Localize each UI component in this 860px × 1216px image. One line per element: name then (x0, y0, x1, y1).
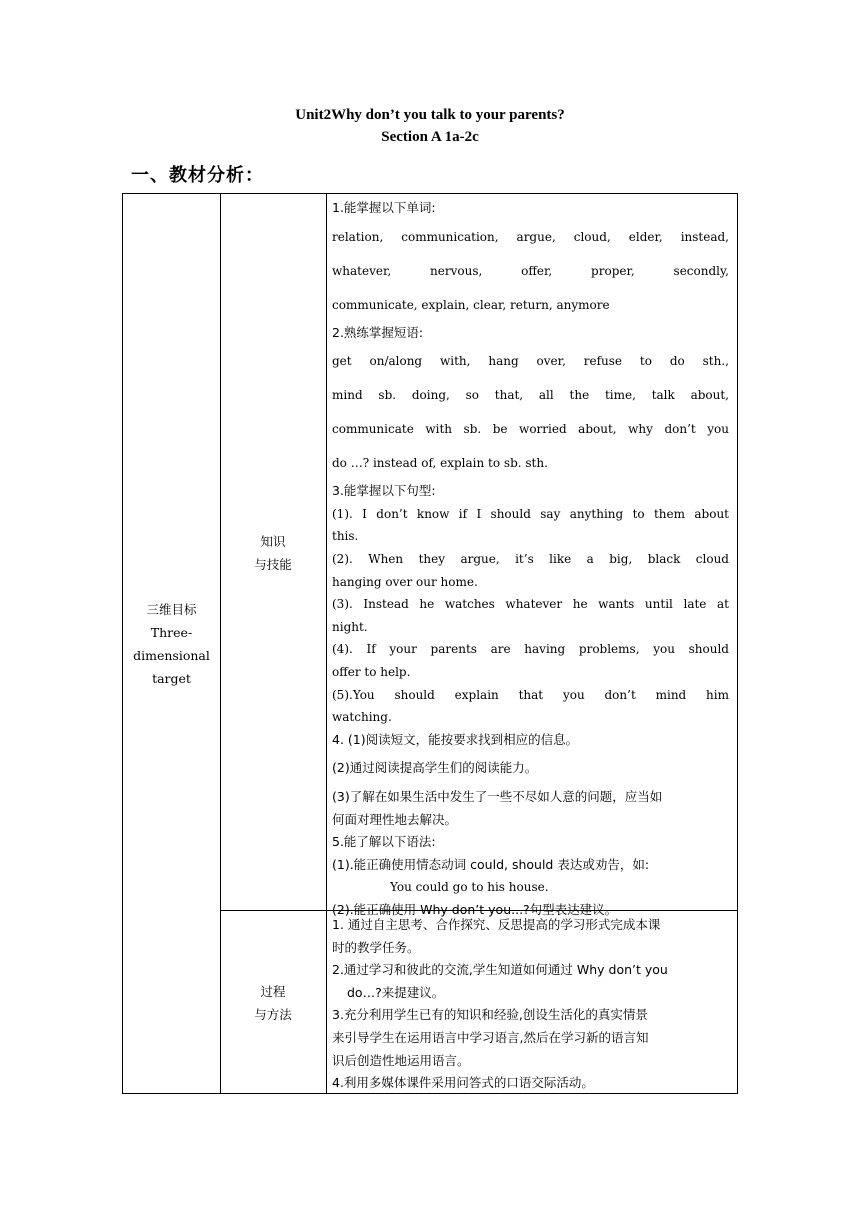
list-item: (2). When they argue, it’s like a big, black cloud (332, 551, 729, 566)
list-item: 何面对理性地去解决。 (332, 811, 458, 827)
list-item: (2).能正确使用 Why don’t you...?句型表达建议。 (332, 901, 618, 917)
list-item: get on/along with, hang over, refuse to do sth., (332, 354, 729, 369)
list-item: (5).You should explain that you don’t mind him (332, 687, 729, 702)
list-item: 识后创造性地运用语言。 (332, 1052, 470, 1068)
list-item: 来引导学生在运用语言中学习语言,然后在学习新的语言知 (332, 1029, 649, 1045)
analysis-table (122, 193, 738, 1094)
section-heading: 一、教材分析： (131, 165, 264, 186)
list-item: (3). Instead he watches whatever he wants until late at (332, 597, 729, 612)
list-item: do …? instead of, explain to sb. sth. (332, 456, 548, 471)
list-item: whatever, nervous, offer, proper, secondly, (332, 263, 729, 278)
list-item: hanging over our home. (332, 574, 478, 589)
list-item: do…?来提建议。 (347, 984, 445, 1000)
list-item: communicate with sb. be worried about, why don’t you (332, 422, 729, 437)
table-divider (326, 194, 327, 1093)
list-item: (2)通过阅读提高学生们的阅读能力。 (332, 760, 538, 776)
list-item: mind sb. doing, so that, all the time, talk about, (332, 388, 729, 403)
three-dimensional-target-label: 三维目标 Three- dimensional target (133, 602, 210, 686)
list-item: 4. (1)阅读短文，能按要求找到相应的信息。 (332, 731, 579, 747)
knowledge-skills-label: 知识 与技能 (254, 534, 292, 572)
list-item: 5.能了解以下语法: (332, 834, 436, 850)
list-item: You could go to his house. (390, 880, 549, 895)
list-item: night. (332, 619, 368, 634)
document-subtitle: Section A 1a-2c (381, 129, 479, 145)
list-item: 时的教学任务。 (332, 939, 420, 955)
process-methods-label: 过程 与方法 (254, 984, 292, 1022)
knowledge-skills-content (332, 197, 729, 921)
list-item: 4.利用多媒体课件采用问答式的口语交际活动。 (332, 1075, 594, 1091)
list-item: 3.能掌握以下句型: (332, 483, 436, 499)
list-item: relation, communication, argue, cloud, elder, instead, (332, 229, 729, 244)
list-item: communicate, explain, clear, return, anymore (332, 297, 610, 312)
list-item: (3)了解在如果生活中发生了一些不尽如人意的问题，应当如 (332, 788, 663, 804)
list-item: offer to help. (332, 664, 411, 679)
process-methods-content (332, 914, 729, 1095)
list-item: 2.通过学习和彼此的交流,学生知道如何通过 Why don’t you (332, 962, 668, 978)
list-item: (4). If your parents are having problems, you should (332, 642, 729, 657)
document-title: Unit2Why don’t you talk to your parents? (295, 107, 565, 123)
list-item: this. (332, 529, 359, 544)
table-divider (220, 194, 221, 1093)
list-item: 1. 通过自主思考、合作探究、反思提高的学习形式完成本课 (332, 917, 661, 932)
list-item: 1.能掌握以下单词: (332, 200, 436, 215)
list-item: 3.充分利用学生已有的知识和经验,创设生活化的真实情景 (332, 1007, 648, 1023)
list-item: (1). I don’t know if I should say anything to them about (332, 506, 729, 521)
list-item: watching. (332, 710, 392, 725)
list-item: 2.熟练掌握短语: (332, 324, 424, 340)
list-item: (1).能正确使用情态动词 could, should 表达或劝告，如: (332, 856, 650, 872)
